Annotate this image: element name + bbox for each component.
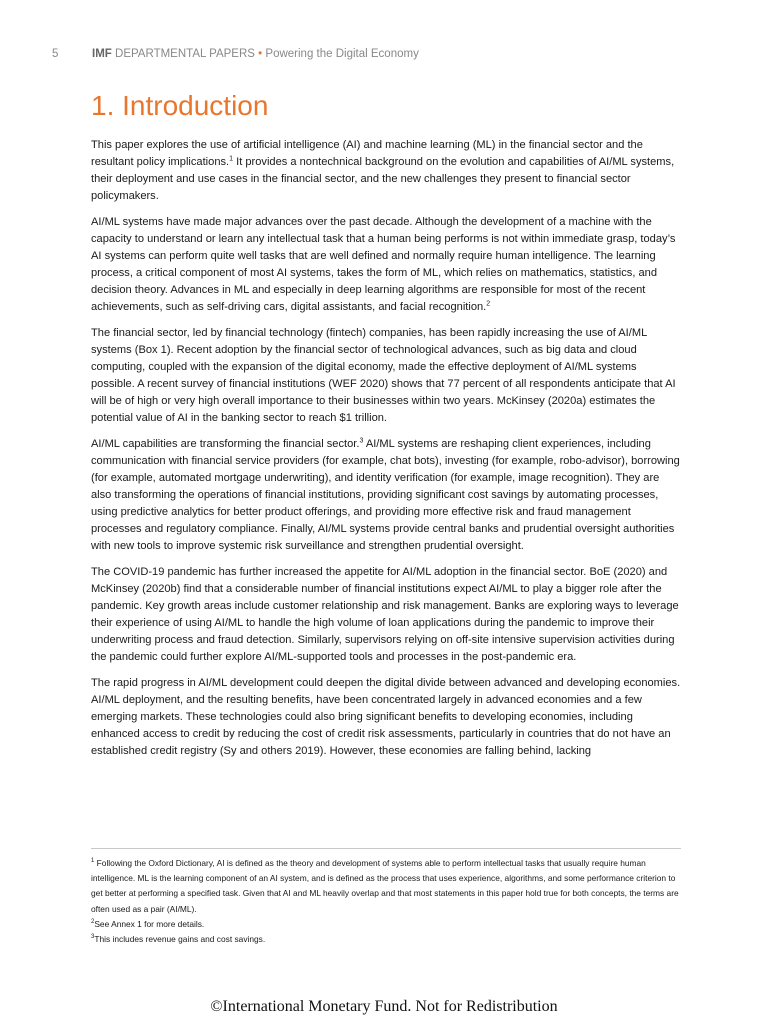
series-brand: IMF bbox=[92, 48, 112, 60]
footnote-1 bbox=[91, 856, 681, 917]
paper-title: Powering the Digital Economy bbox=[265, 48, 419, 60]
separator-bullet: • bbox=[258, 48, 263, 60]
paragraph-text: It provides a nontechnical background on the evolution and capabilities of AI/ML systems, their deployment and use cases in the financial sector, and the new challenges they present to financial sector policymakers. bbox=[91, 156, 675, 202]
footnote-3 bbox=[91, 932, 681, 947]
footnote-divider bbox=[91, 848, 681, 849]
footnote-ref-3: 3 bbox=[359, 437, 364, 445]
paragraph-text: The COVID-19 pandemic has further increased the appetite for AI/ML adoption in the financial sector. BoE (2020) and McKinsey (2020b) find that a considerable number of financial institutions expect AI/ML to play a bigger role after the pandemic. Key growth areas include customer relationship and risk management. Banks are exploring ways to leverage their experience of using AI/ML to handle the high volume of loan applications during the pandemic to improve their underwriting process and fraud detection. Similarly, supervisors relying on off-site intensive supervision activities during the pandemic could further explore AI/ML-supported tools and processes in the post-pandemic era. bbox=[91, 566, 679, 663]
section-title: 1. Introduction bbox=[91, 90, 269, 121]
paragraph-4 bbox=[91, 436, 681, 555]
footnotes bbox=[91, 856, 681, 947]
paragraph-text: This paper explores the use of artificial intelligence (AI) and machine learning (ML) in the financial sector and the resultant policy implications. bbox=[91, 139, 643, 168]
paragraph-1 bbox=[91, 137, 681, 205]
copyright-footer: ©International Monetary Fund. Not for Redistribution bbox=[210, 998, 558, 1015]
paragraph-text: AI/ML systems are reshaping client experiences, including communication with financial service providers (for example, chat bots), investing (for example, robo-advisor), borrowing (for example, automated mortgage underwriting), and identity verification (for example, image recognition). They are also transforming the operations of financial institutions, providing significant cost savings by automating processes, using predictive analytics for better product offerings, and providing more effective risk and fraud management processes and regulatory compliance. Finally, AI/ML systems provide central banks and prudential oversight authorities with new tools to improve systemic risk surveillance and strengthen prudential oversight. bbox=[91, 438, 680, 552]
paragraph-3 bbox=[91, 325, 681, 427]
footnote-mark: 3 bbox=[91, 934, 95, 941]
footnote-mark: 2 bbox=[91, 919, 95, 926]
footnote-2 bbox=[91, 917, 681, 932]
body-text bbox=[91, 137, 681, 769]
paragraph-text: AI/ML systems have made major advances over the past decade. Although the development of a machine with the capacity to understand or learn any intellectual task that a human being performs is not within immediate grasp, today’s AI systems can perform quite well tasks that are well defined and normally require human intelligence. The learning process, a critical component of most AI systems, takes the form of ML, which relies on mathematics, statistics, and decision theory. Advances in ML and especially in deep learning algorithms are responsible for most of the recent achievements, such as self-driving cars, digital assistants, and facial recognition. bbox=[91, 216, 676, 313]
paragraph-text: AI/ML capabilities are transforming the financial sector. bbox=[91, 438, 360, 450]
footnote-text: This includes revenue gains and cost savings. bbox=[94, 934, 266, 945]
paragraph-2 bbox=[91, 214, 681, 316]
series-name: DEPARTMENTAL PAPERS bbox=[111, 48, 255, 60]
paragraph-text: The financial sector, led by financial technology (fintech) companies, has been rapidly increasing the use of AI/ML systems (Box 1). Recent adoption by the financial sector of technological advances, such as big data and cloud computing, coupled with the expansion of the digital economy, made the effective deployment of AI/ML systems possible. A recent survey of financial institutions (WEF 2020) shows that 77 percent of all respondents anticipate that AI will be of high or very high overall importance to their businesses within two years. McKinsey (2020a) estimates the potential value of AI in the banking sector to reach $1 trillion. bbox=[91, 327, 676, 424]
series-title bbox=[92, 48, 419, 60]
footnote-mark: 1 bbox=[91, 858, 95, 865]
footnote-text: Following the Oxford Dictionary, AI is defined as the theory and development of systems able to perform intellectual tasks that usually require human intelligence. ML is the learning component of an AI system, and is defined as the process that uses experience, algorithms, and some performance criterion to get better at performing a specified task. Given that AI and ML heavily overlap and that most statements in this paper hold true for both concepts, the terms are often used as a pair (AI/ML). bbox=[91, 858, 679, 914]
paragraph-text: The rapid progress in AI/ML development could deepen the digital divide between advanced and developing economies. AI/ML deployment, and the resulting benefits, have been concentrated largely in advanced economies and a few emerging markets. These technologies could also bring significant benefits to developing economies, including enhanced access to credit by reducing the cost of credit risk assessments, particularly in countries that do not have an established credit registry (Sy and others 2019). However, these economies are falling behind, lacking bbox=[91, 677, 681, 757]
paragraph-6 bbox=[91, 675, 681, 760]
paragraph-5 bbox=[91, 564, 681, 666]
footnote-ref-2: 2 bbox=[486, 300, 491, 308]
footnote-text: See Annex 1 for more details. bbox=[94, 918, 205, 929]
page-number: 5 bbox=[52, 48, 59, 60]
footnote-ref-1: 1 bbox=[229, 155, 234, 163]
